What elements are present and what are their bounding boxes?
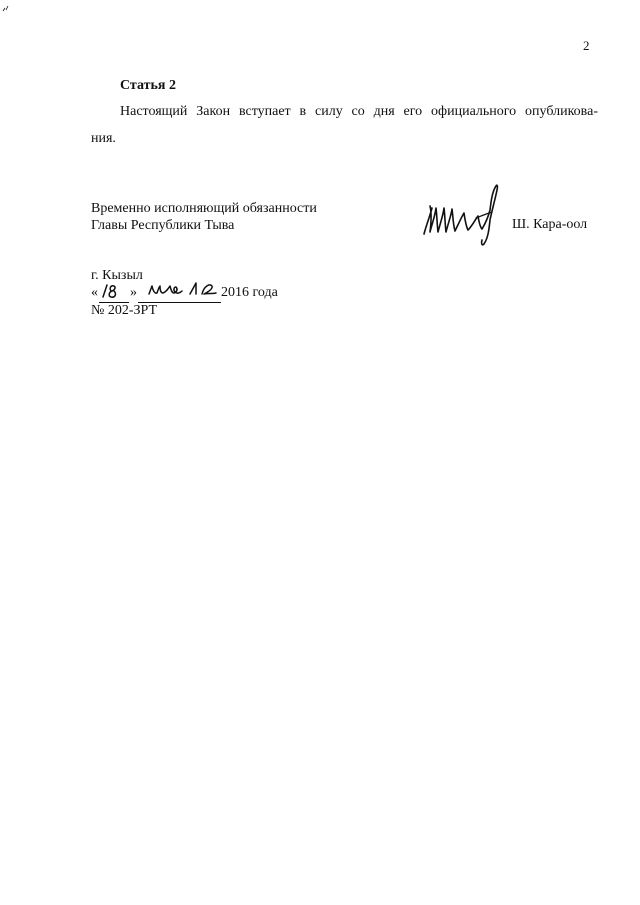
signer-title-line-2: Главы Республики Тыва [91,218,235,233]
page-number: 2 [583,38,590,53]
handwritten-day [99,279,129,301]
signer-title-line-1: Временно исполняющий обязанности [91,201,317,216]
date-year: 2016 года [221,285,278,300]
date-quote-open: « [91,285,98,300]
article-text-line-2: ния. [91,131,116,146]
signer-title [91,200,317,234]
document-number: № 202-ЗРТ [91,303,158,318]
city: г. Кызыл [91,268,143,283]
handwritten-signature [418,178,502,248]
date-quote-close: » [130,285,137,300]
signer-name: Ш. Кара-оол [512,217,588,232]
article-title: Статья 2 [120,78,176,93]
article-text-line-1: Настоящий Закон вступает в силу со дня его официального опубликова- [120,104,598,119]
handwritten-month [146,278,226,300]
scan-corner-mark [2,0,12,8]
